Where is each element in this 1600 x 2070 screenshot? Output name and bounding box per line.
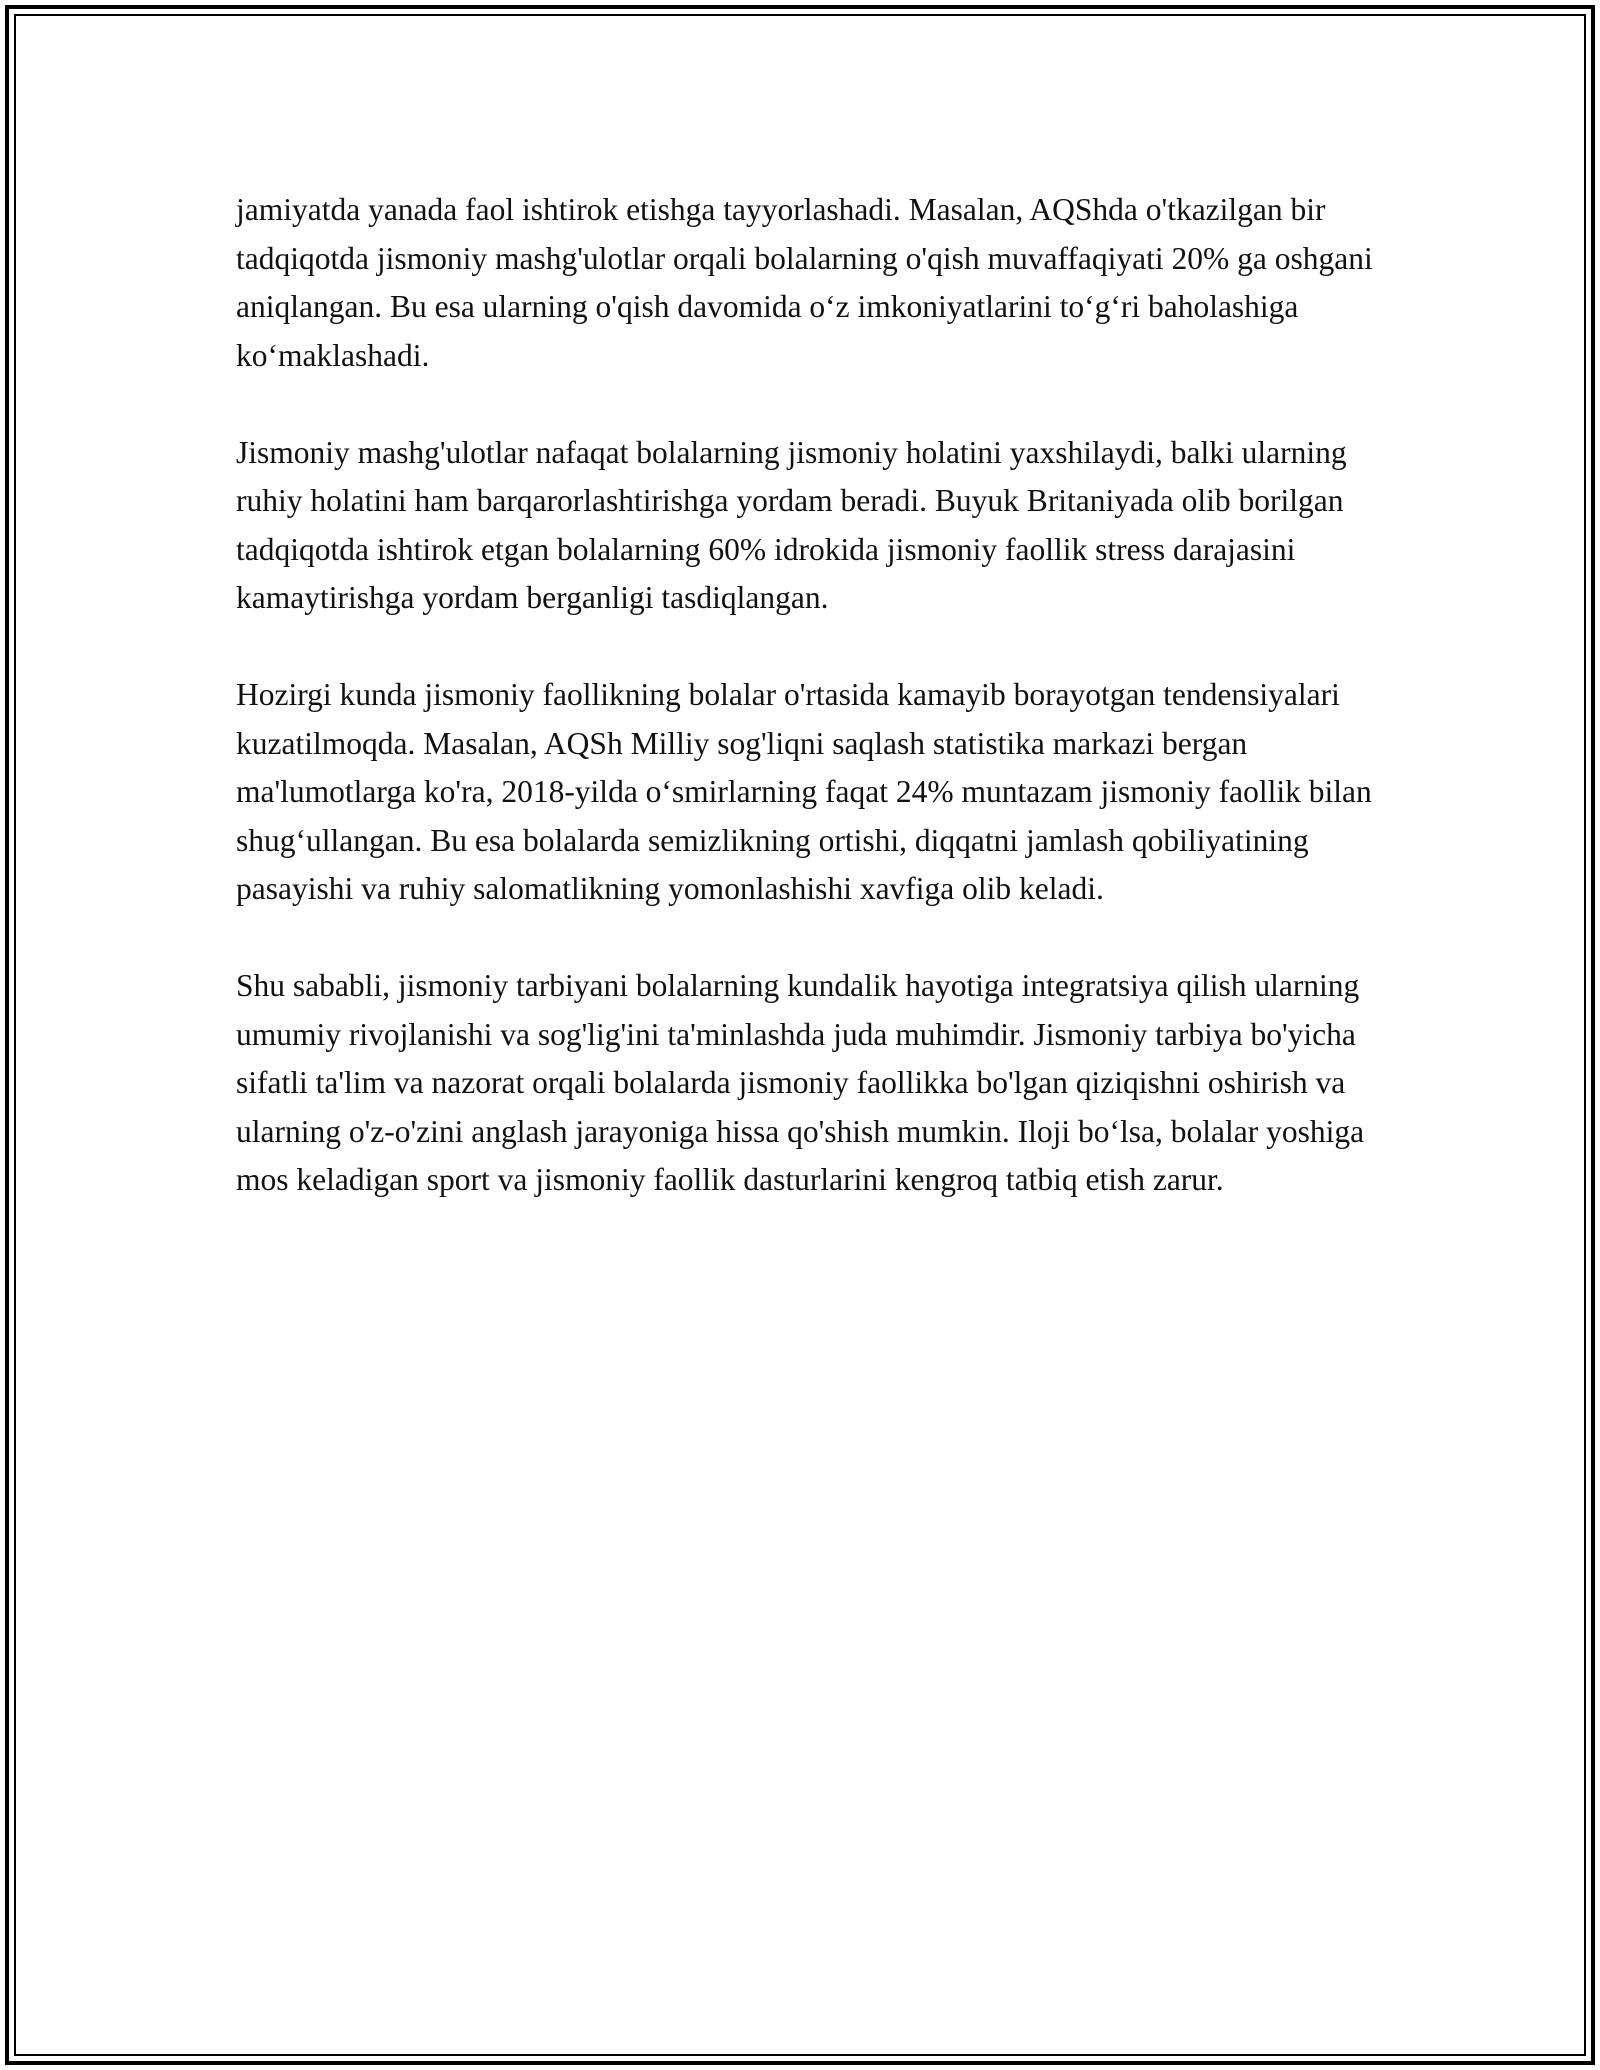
paragraph-4: Shu sababli, jismoniy tarbiyani bolalarning kundalik hayotiga integratsiya qilish ularning umumiy rivojlanishi va sog'lig'ini ta'minlashda juda muhimdir. Jismoniy tarbiya bo'yicha sifatli ta'lim va nazorat orqali bolalarda jismoniy faollikka bo'lgan qiziqishni oshirish va ularning o'z-o'zini anglash jarayoniga hissa qo'shish mumkin. Iloji bo‘lsa, bolalar yoshiga mos keladigan sport va jismoniy faollik dasturlarini kengroq tatbiq etish zarur. — [236, 968, 1365, 1197]
paragraph-1: jamiyatda yanada faol ishtirok etishga tayyorlashadi. Masalan, AQShda o'tkazilgan bir tadqiqotda jismoniy mashg'ulotlar orqali bolalarning o'qish muvaffaqiyati 20% ga oshgani aniqlangan. Bu esa ularning o'qish davomida o‘z imkoniyatlarini to‘g‘ri baholashiga ko‘maklashadi. — [236, 192, 1373, 373]
document-body — [236, 186, 1376, 1253]
paragraph-3: Hozirgi kunda jismoniy faollikning bolalar o'rtasida kamayib borayotgan tendensiyalari kuzatilmoqda. Masalan, AQSh Milliy sog'liqni saqlash statistika markazi bergan ma'lumotlarga ko'ra, 2018-yilda o‘smirlarning faqat 24% muntazam jismoniy faollik bilan shug‘ullangan. Bu esa bolalarda semizlikning ortishi, diqqatni jamlash qobiliyatining pasayishi va ruhiy salomatlikning yomonlashishi xavfiga olib keladi. — [236, 677, 1372, 906]
paragraph-2: Jismoniy mashg'ulotlar nafaqat bolalarning jismoniy holatini yaxshilaydi, balki ularning ruhiy holatini ham barqarorlashtirishga yordam beradi. Buyuk Britaniyada olib borilgan tadqiqotda ishtirok etgan bolalarning 60% idrokida jismoniy faollik stress darajasini kamaytirishga yordam berganligi tasdiqlangan. — [236, 434, 1347, 615]
